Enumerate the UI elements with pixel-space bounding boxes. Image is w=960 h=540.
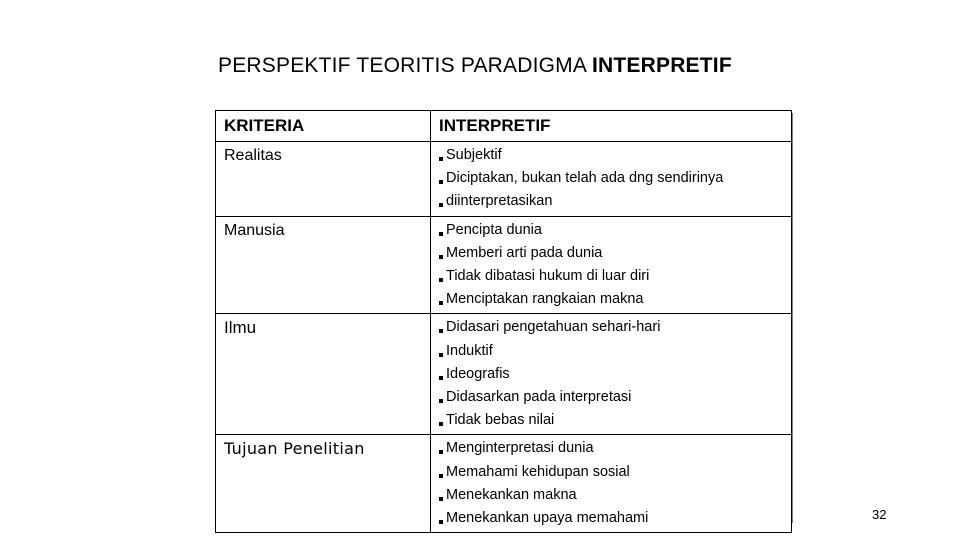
slide-title-strong: INTERPRETIF (591, 54, 732, 77)
list-item: Menciptakan rangkaian makna (439, 288, 784, 311)
list-item: Tidak dibatasi hukum di luar diri (439, 265, 784, 288)
points-list (439, 219, 784, 312)
slide-title (218, 54, 732, 78)
criteria-cell: Manusia (216, 216, 431, 314)
points-cell (431, 216, 792, 314)
criteria-cell: Realitas (216, 142, 431, 217)
list-item: Induktif (439, 340, 784, 363)
table-row-tujuan-penelitian (216, 435, 792, 533)
table-row-manusia (216, 216, 792, 314)
list-item: Ideografis (439, 363, 784, 386)
points-list (439, 316, 784, 432)
list-item: Menekankan makna (439, 484, 784, 507)
table-row-ilmu (216, 314, 792, 435)
points-cell (431, 142, 792, 217)
list-item: Pencipta dunia (439, 219, 784, 242)
header-kriteria: KRITERIA (216, 111, 431, 142)
criteria-cell: Ilmu (216, 314, 431, 435)
list-item: Subjektif (439, 144, 784, 167)
table-header-row (216, 111, 792, 142)
points-cell (431, 435, 792, 533)
list-item: Memahami kehidupan sosial (439, 461, 784, 484)
table-row-realitas (216, 142, 792, 217)
header-interpretif: INTERPRETIF (431, 111, 792, 142)
list-item: Memberi arti pada dunia (439, 242, 784, 265)
list-item: Tidak bebas nilai (439, 409, 784, 432)
slide-title-main: PERSPEKTIF TEORITIS PARADIGMA (218, 54, 586, 77)
list-item: Didasarkan pada interpretasi (439, 386, 784, 409)
page-number: 32 (872, 507, 887, 522)
list-item: Menekankan upaya memahami (439, 507, 784, 530)
points-list (439, 144, 784, 214)
points-cell (431, 314, 792, 435)
criteria-cell: Tujuan Penelitian (216, 435, 431, 533)
list-item: Diciptakan, bukan telah ada dng sendirinya (439, 167, 784, 190)
list-item: diinterpretasikan (439, 190, 784, 213)
points-list (439, 437, 784, 530)
list-item: Didasari pengetahuan sehari-hari (439, 316, 784, 339)
criteria-table (215, 110, 792, 533)
list-item: Menginterpretasi dunia (439, 437, 784, 460)
